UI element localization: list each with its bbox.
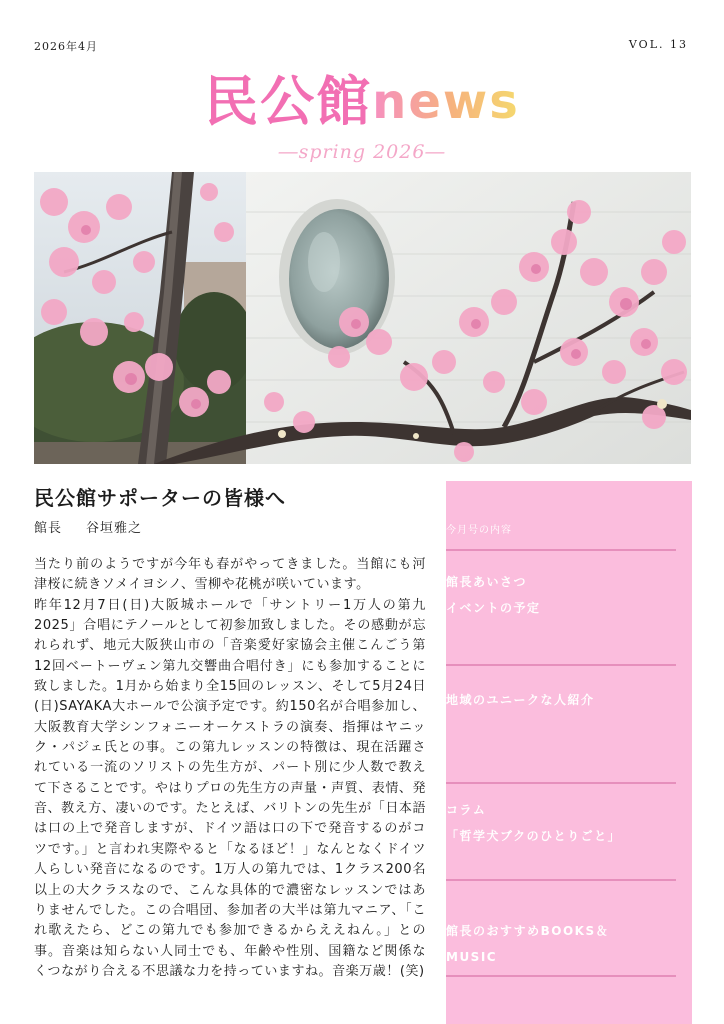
author-name: 谷垣雅之 bbox=[86, 521, 143, 536]
toc-divider bbox=[446, 782, 676, 784]
toc-item-greeting[interactable] bbox=[446, 569, 541, 621]
masthead-subtitle: ―spring 2026― bbox=[278, 141, 446, 163]
toc-item-line: MUSIC bbox=[446, 950, 498, 964]
issue-date: 2026年4月 bbox=[34, 40, 98, 53]
toc-item-column[interactable] bbox=[446, 797, 621, 849]
toc-item-line: コラム bbox=[446, 803, 487, 817]
toc-sidebar bbox=[446, 481, 692, 1024]
masthead bbox=[0, 66, 724, 138]
article-byline bbox=[34, 517, 142, 536]
toc-item-recommendations[interactable] bbox=[446, 918, 609, 970]
cherry-blossom-photo bbox=[34, 172, 691, 464]
toc-heading: 今月号の内容 bbox=[446, 525, 512, 536]
masthead-title-news: news bbox=[372, 66, 520, 138]
toc-divider bbox=[446, 549, 676, 551]
issue-volume: VOL. 13 bbox=[628, 38, 688, 51]
toc-item-line: イベントの予定 bbox=[446, 601, 541, 615]
masthead-title-kanji: 民公館 bbox=[204, 70, 373, 133]
toc-item-local-people[interactable] bbox=[446, 687, 595, 713]
author-role: 館長 bbox=[34, 521, 63, 536]
article-title: 民公館サポーターの皆様へ bbox=[34, 486, 286, 510]
toc-divider bbox=[446, 975, 676, 977]
article-body: 当たり前のようですが今年も春がやってきました。当館にも河津桜に続きソメイヨシノ、雪柳や花桃が咲いています。 昨年12月7日(日)大阪城ホールで「サントリー1万人の第九2025」合唱にテノールとして初参加致しました。その感動が忘れられず、地元大阪狭山市の「音楽愛好家協会主催こんごう第12回ベートーヴェン第九交響曲合唱付き」にも参加することに致しました。1月から始まり全15回のレッスン、そして5月24日(日)SAYAKA大ホールで公演予定です。約150名が合唱参加し、大阪教育大学シンフォニーオーケストラの演奏、指揮はヤニック・パジェ氏との事。この第九レッスンの特徴は、現在活躍されている一流のソリストの先生方が、パート別に少人数で教えて下さることです。やはりプロの先生方の声量・声質、表情、発音、教え方、凄いのです。たとえば、バリトンの先生が「日本語は口の上で発音しますが、ドイツ語は口の下で発音するのがコツです。」と言われ実際やると「なるほど！」なんとなくドイツ人らしい発音になるのです。1万人の第九では、1クラス200名以上の大クラスなので、こんな具体的で濃密なレッスンではありませんでした。この合唱団、参加者の大半は第九マニア、「これ歌えたら、どこの第九でも参加できるからええねん。」との事。音楽は知らない人同士でも、年齢や性別、国籍など関係なくつながり合える不思議な力を持っていますね。音楽万歳！(笑) bbox=[34, 557, 426, 979]
toc-item-line: 「哲学犬ブクのひとりごと」 bbox=[446, 829, 622, 843]
toc-divider bbox=[446, 879, 676, 881]
toc-item-line: 地域のユニークな人紹介 bbox=[446, 693, 595, 707]
toc-item-line: 館長のおすすめBOOKS＆ bbox=[446, 924, 610, 938]
cover-photo bbox=[34, 172, 691, 464]
toc-item-line: 館長あいさつ bbox=[446, 575, 528, 589]
toc-divider bbox=[446, 664, 676, 666]
